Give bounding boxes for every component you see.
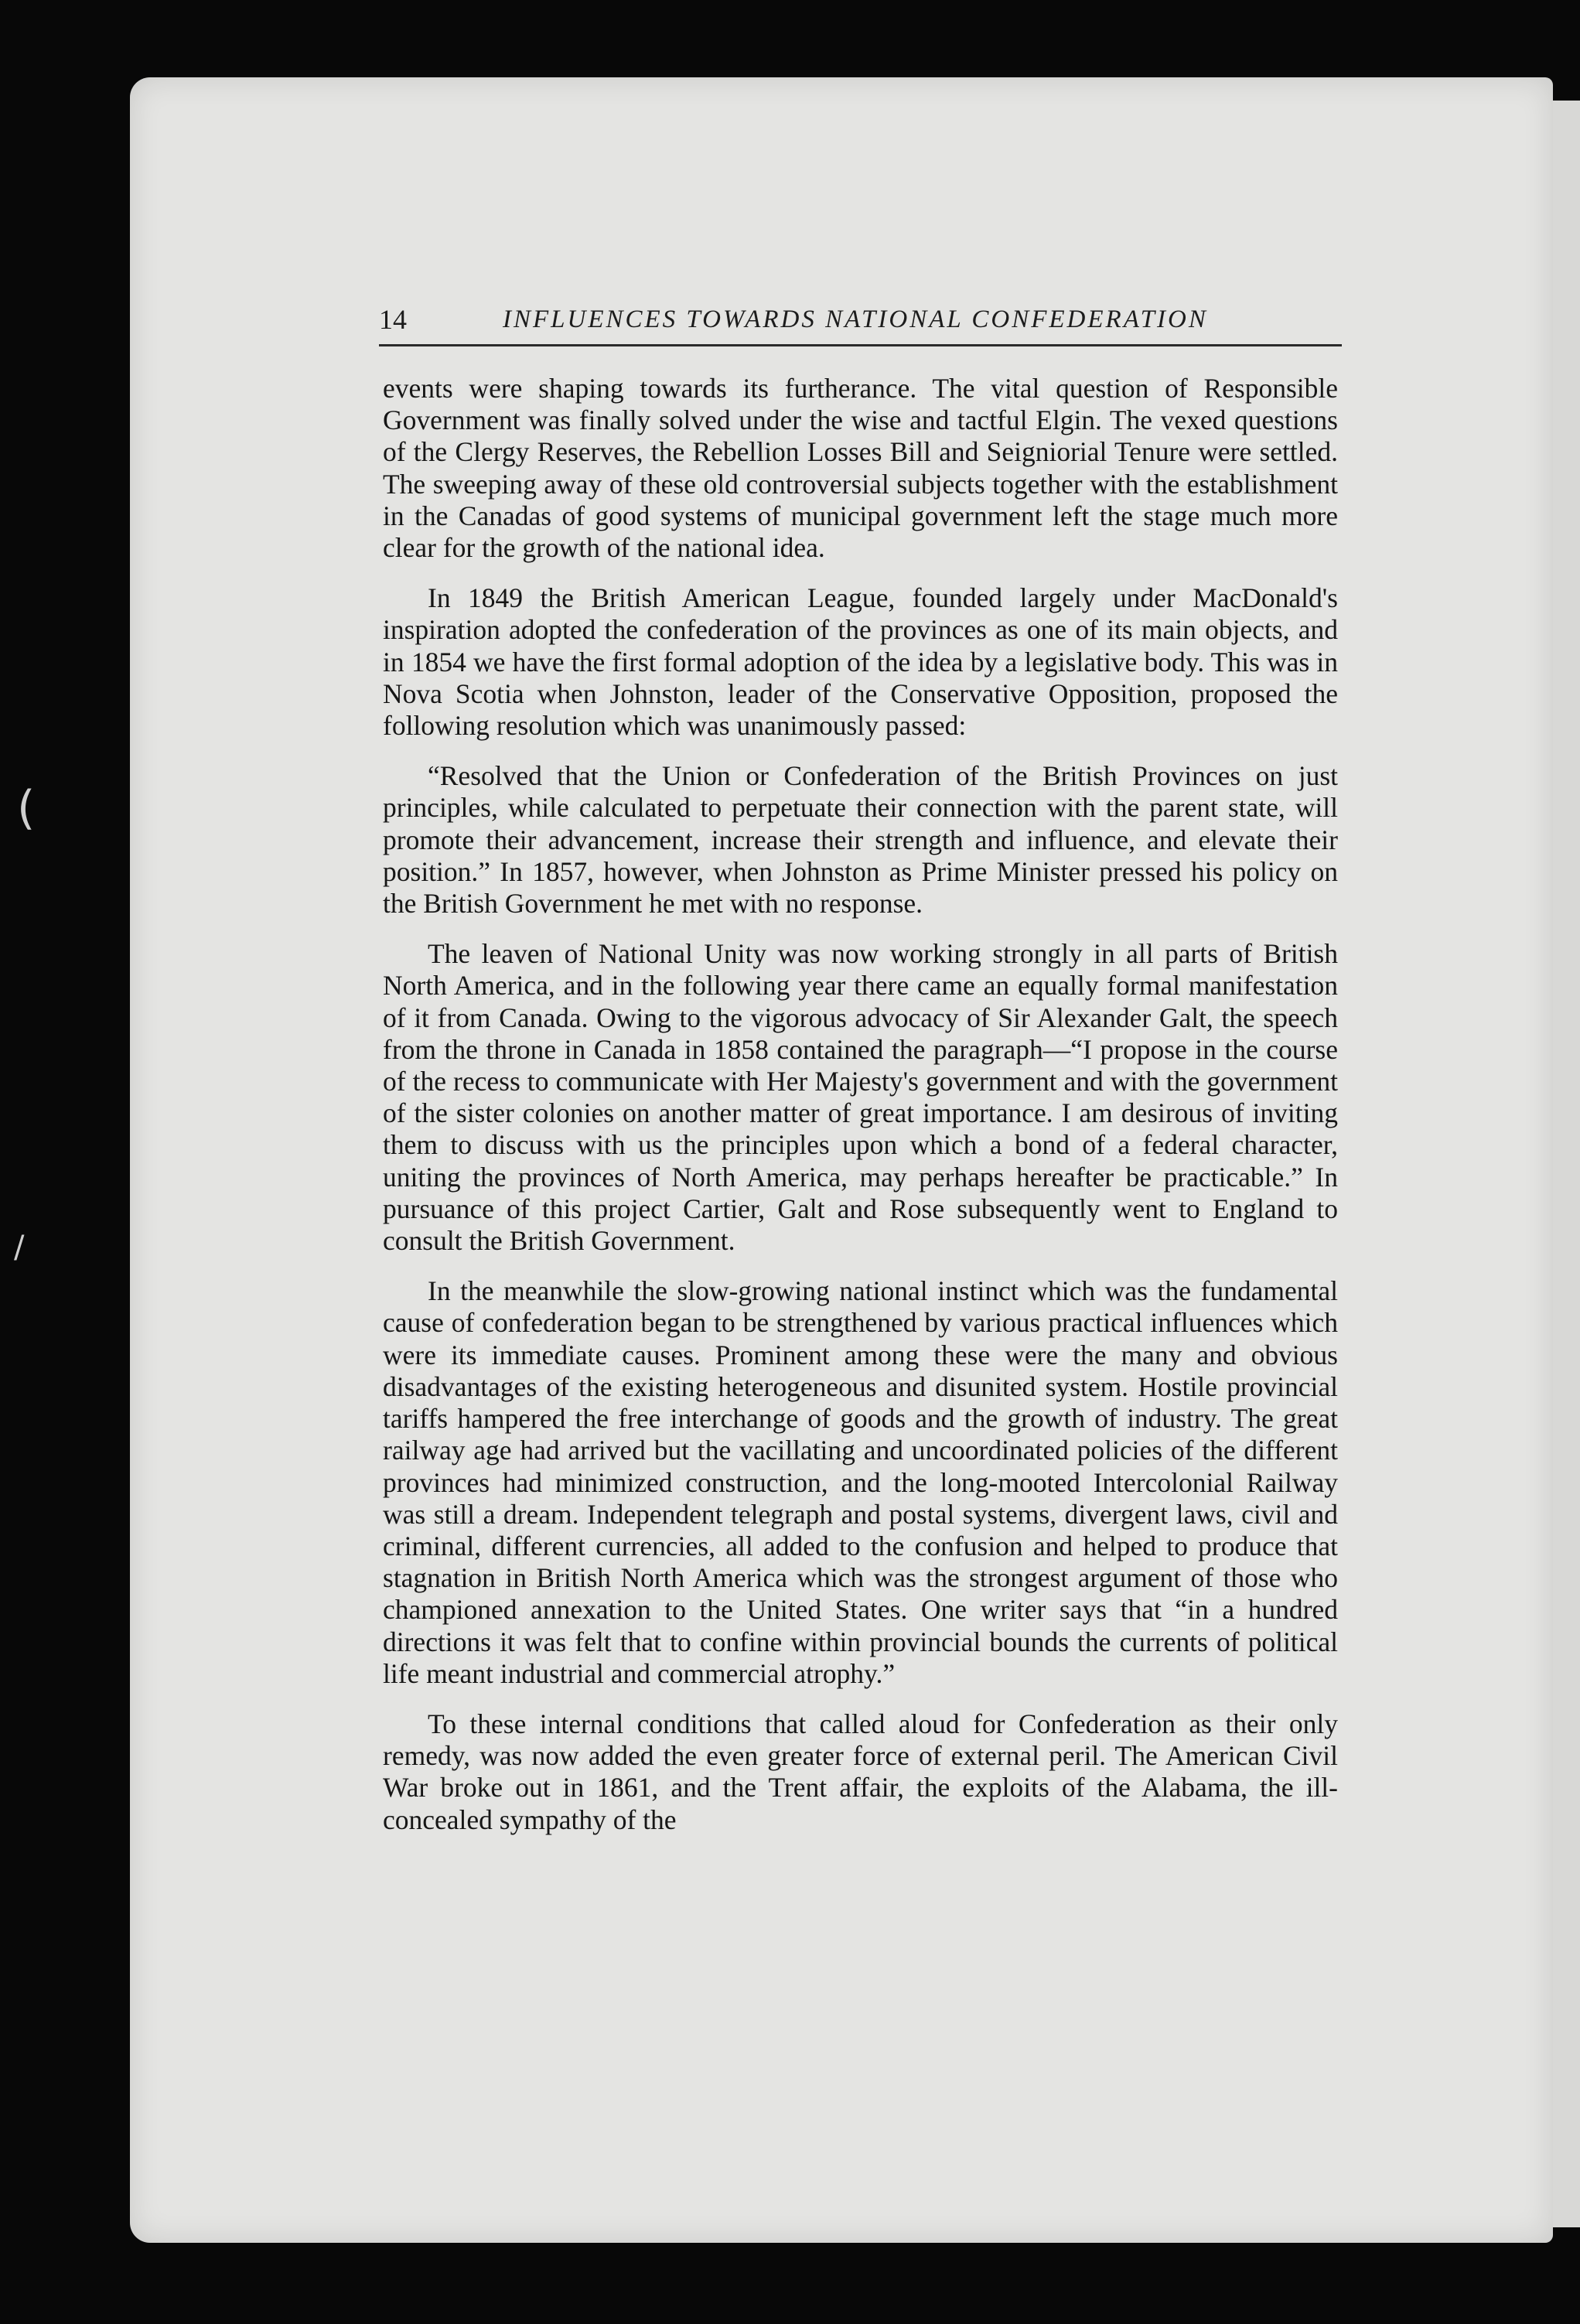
paragraph-practical-influences: In the meanwhile the slow-growing national instinct which was the fundamental cause of confederation began to be strengthened by various practical influences which were its immediate causes. Prominent among these were the many and obvious disadvantages of the existing heterogeneous and disunited system. Hostile provincial tariffs hampered the free interchange of goods and the growth of industry. The great railway age had arrived but the vacillating and uncoordinated policies of the different provinces had minimized construction, and the long-mooted Intercolonial Railway was still a dream. Independent telegraph and postal systems, divergent laws, civil and criminal, different currencies, all added to the confusion and helped to produce that stagnation in British North America which was the strongest argument of those who championed annexation to the United States. One writer says that “in a hundred directions it was felt that to confine within provincial bounds the currents of political life meant industrial and commercial atrophy.” (383, 1275, 1338, 1689)
paragraph-leaven-national-unity: The leaven of National Unity was now working strongly in all parts of British North America, and in the following year there came an equally formal manifestation of it from Canada. Owing to the vigorous advocacy of Sir Alexander Galt, the speech from the throne in Canada in 1858 contained the paragraph—“I propose in the course of the recess to communicate with Her Majesty's government and with the government of the sister colonies on another matter of great importance. I am desirous of inviting them to discuss with us the principles upon which a bond of a federal character, uniting the provinces of North America, may perhaps hereafter be practicable.” In pursuance of this project Cartier, Galt and Rose subsequently went to England to consult the British Government. (383, 938, 1338, 1257)
page-header (379, 298, 1342, 346)
running-head: INFLUENCES TOWARDS NATIONAL CONFEDERATION (503, 305, 1208, 333)
scan-artifact-bracket: ( (17, 781, 36, 835)
paragraph-continued: events were shaping towards its furtherance. The vital question of Responsible Government was finally solved under the wise and tactful Elgin. The vexed questions of the Clergy Reserves, the Rebellion Losses Bill and Seigniorial Tenure were settled. The sweeping away of these old controversial subjects together with the establishment in the Canadas of good systems of municipal government left the stage much more clear for the growth of the national idea. (383, 373, 1338, 564)
paragraph-british-american-league: In 1849 the British American League, founded largely under MacDonald's inspiration adopted the confederation of the provinces as one of its main objects, and in 1854 we have the first formal adoption of the idea by a legislative body. This was in Nova Scotia when Johnston, leader of the Conservative Opposition, proposed the following resolution which was unanimously passed: (383, 582, 1338, 742)
paragraph-external-peril: To these internal conditions that called aloud for Confederation as their only remedy, was now added the even greater force of external peril. The American Civil War broke out in 1861, and the Trent affair, the exploits of the Alabama, the ill-concealed sympathy of the (383, 1708, 1338, 1835)
paragraph-resolution-quote: “Resolved that the Union or Confederation of the British Provinces on just principles, while calculated to perpetuate their connection with the parent state, will promote their advancement, increase their strength and influence, and elevate their position.” In 1857, however, when Johnston as Prime Minister pressed his policy on the British Government he met with no response. (383, 760, 1338, 920)
body-text (383, 373, 1338, 1836)
page-number: 14 (379, 304, 407, 335)
scan-artifact-mark: / (14, 1230, 25, 1265)
adjacent-page-edge (1553, 101, 1580, 2227)
